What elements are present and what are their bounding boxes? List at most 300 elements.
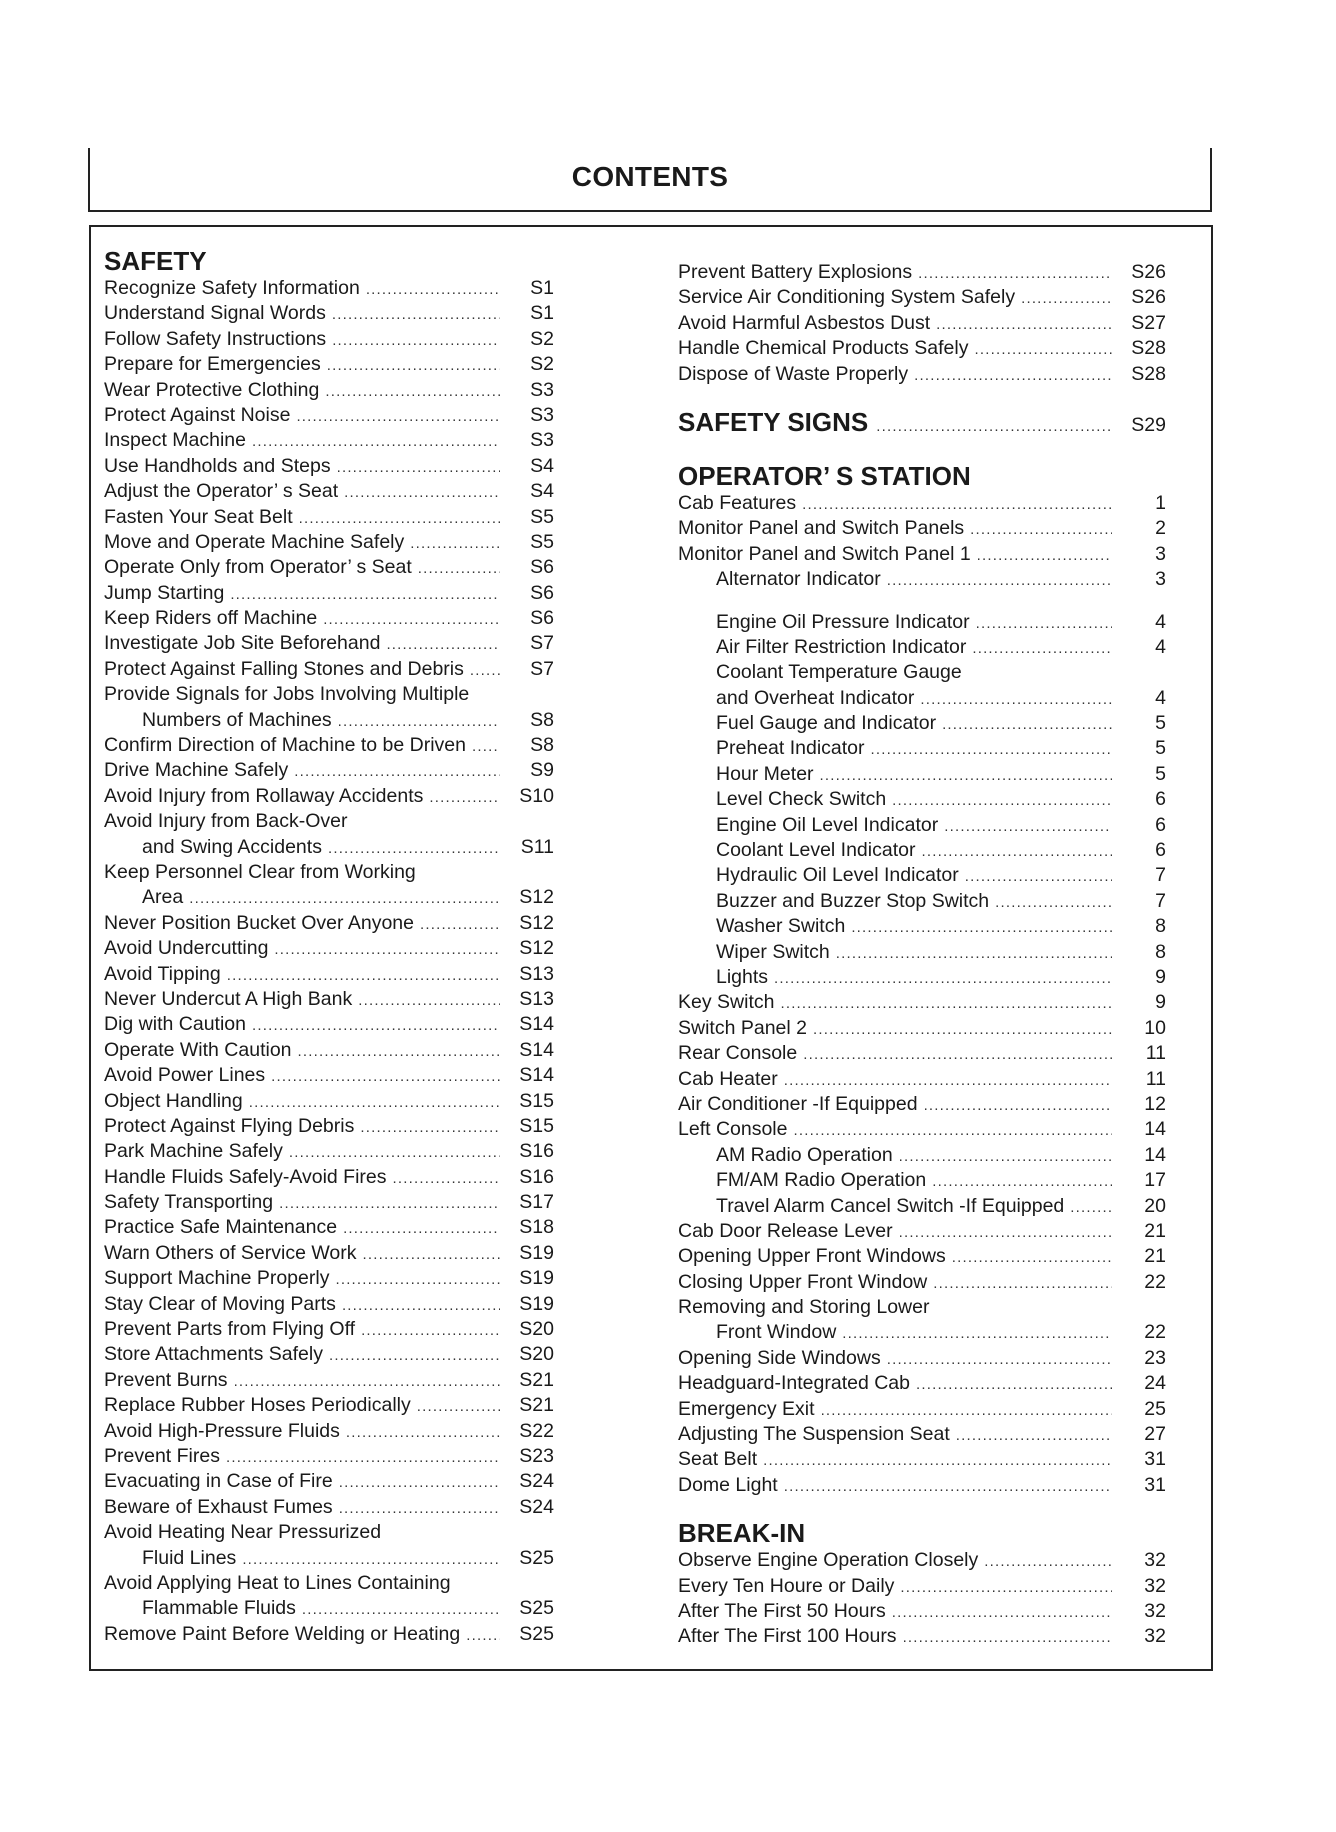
toc-entry-label: Avoid Tipping	[104, 962, 221, 985]
toc-entry[interactable]	[678, 1548, 1166, 1573]
dot-leader	[344, 480, 500, 505]
toc-page-number: S12	[519, 886, 554, 909]
toc-entry-label: Preheat Indicator	[716, 737, 865, 760]
toc-entry[interactable]	[104, 1546, 554, 1571]
dot-leader	[410, 531, 500, 556]
toc-entry[interactable]	[678, 914, 1166, 939]
toc-page-number: 32	[1144, 1625, 1166, 1648]
dot-leader	[774, 966, 1112, 991]
dot-leader	[386, 632, 500, 657]
toc-entry-label: Wiper Switch	[716, 940, 830, 963]
dot-leader	[871, 737, 1112, 762]
toc-page-number: S6	[530, 556, 554, 579]
dot-leader	[924, 1093, 1112, 1118]
dot-leader	[294, 759, 500, 784]
toc-entry[interactable]	[104, 708, 554, 733]
toc-entry[interactable]	[678, 762, 1166, 787]
toc-page-number: 32	[1144, 1599, 1166, 1622]
dot-leader	[329, 1343, 500, 1368]
toc-entry[interactable]	[104, 1317, 554, 1342]
toc-entry-label: Prepare for Emergencies	[104, 353, 321, 376]
toc-page-number: S24	[519, 1470, 554, 1493]
toc-entry[interactable]	[678, 285, 1166, 310]
toc-entry[interactable]	[678, 1397, 1166, 1422]
toc-entry[interactable]	[104, 682, 554, 707]
toc-entry-label: Cab Door Release Lever	[678, 1219, 893, 1242]
toc-entry-label: Dig with Caution	[104, 1013, 246, 1036]
toc-right-column	[678, 260, 1166, 1650]
dot-leader	[956, 1423, 1112, 1448]
toc-entry-label: Monitor Panel and Switch Panels	[678, 517, 965, 540]
dot-leader	[249, 1090, 500, 1115]
toc-entry[interactable]	[104, 1063, 554, 1088]
toc-entry[interactable]	[104, 1114, 554, 1139]
toc-entry[interactable]	[104, 1596, 554, 1621]
toc-entry[interactable]	[104, 555, 554, 580]
toc-entry[interactable]	[104, 1165, 554, 1190]
toc-entry-label: Engine Oil Level Indicator	[716, 813, 939, 836]
dot-leader	[995, 890, 1112, 915]
toc-entry[interactable]	[678, 1016, 1166, 1041]
dot-leader	[337, 455, 500, 480]
dot-leader	[932, 1169, 1112, 1194]
toc-entry[interactable]	[678, 362, 1166, 387]
toc-entry[interactable]	[104, 1038, 554, 1063]
toc-page-number: 14	[1144, 1143, 1166, 1166]
dot-leader	[327, 353, 500, 378]
toc-page-number: S25	[519, 1597, 554, 1620]
toc-page-number: S3	[530, 403, 554, 426]
toc-entry-label: Opening Upper Front Windows	[678, 1245, 946, 1268]
dot-leader	[942, 712, 1112, 737]
toc-entry-label: Inspect Machine	[104, 429, 246, 452]
dot-leader	[903, 1625, 1112, 1650]
toc-entry-label: Stay Clear of Moving Parts	[104, 1292, 336, 1315]
toc-page-number: S14	[519, 1064, 554, 1087]
toc-entry[interactable]	[678, 542, 1166, 567]
toc-left-column	[104, 246, 554, 1647]
toc-entry[interactable]	[104, 505, 554, 530]
toc-entry-label: Handle Chemical Products Safely	[678, 337, 969, 360]
toc-entry[interactable]	[678, 260, 1166, 285]
toc-page-number: S16	[519, 1140, 554, 1163]
dot-leader	[944, 814, 1112, 839]
toc-page-number: 7	[1155, 889, 1166, 912]
toc-entry[interactable]	[104, 454, 554, 479]
dot-leader	[466, 1623, 500, 1648]
toc-page-number: 6	[1155, 788, 1166, 811]
dot-leader	[970, 517, 1112, 542]
toc-entry-label: Rear Console	[678, 1042, 798, 1065]
toc-entry[interactable]	[104, 1089, 554, 1114]
toc-entry[interactable]	[678, 940, 1166, 965]
toc-entry-label: Air Filter Restriction Indicator	[716, 635, 967, 658]
toc-page-number: S3	[530, 429, 554, 452]
dot-leader	[252, 1013, 500, 1038]
toc-entry[interactable]	[104, 1012, 554, 1037]
toc-entry[interactable]	[104, 403, 554, 428]
toc-page-number: S14	[519, 1013, 554, 1036]
toc-entry[interactable]	[678, 516, 1166, 541]
toc-page-number: S20	[519, 1343, 554, 1366]
toc-entry-label: Object Handling	[104, 1089, 243, 1112]
toc-entry[interactable]	[104, 936, 554, 961]
toc-page-number: S28	[1131, 337, 1166, 360]
toc-page-number: 4	[1155, 686, 1166, 709]
toc-entry[interactable]	[678, 1295, 1166, 1320]
toc-page-number: S3	[530, 378, 554, 401]
dot-leader	[984, 1549, 1112, 1574]
toc-entry[interactable]	[678, 1270, 1166, 1295]
toc-entry[interactable]	[678, 1422, 1166, 1447]
dot-leader	[302, 1597, 500, 1622]
toc-entry[interactable]	[678, 336, 1166, 361]
dot-leader	[360, 1115, 500, 1140]
toc-entry[interactable]	[104, 1292, 554, 1317]
dot-leader	[802, 492, 1112, 517]
toc-entry[interactable]	[104, 1139, 554, 1164]
toc-entry[interactable]	[104, 1368, 554, 1393]
toc-entry[interactable]	[104, 860, 554, 885]
toc-entry-label: Closing Upper Front Window	[678, 1270, 928, 1293]
toc-page-number: S26	[1131, 286, 1166, 309]
toc-entry[interactable]	[678, 1244, 1166, 1269]
toc-entry-label: Support Machine Properly	[104, 1267, 330, 1290]
toc-entry-label: Park Machine Safely	[104, 1140, 283, 1163]
break-in-heading: BREAK-IN	[678, 1518, 806, 1549]
toc-entry-label: Avoid Injury from Back-Over	[104, 810, 348, 833]
toc-entry[interactable]	[104, 1190, 554, 1215]
toc-page-number: 1	[1155, 491, 1166, 514]
toc-entry[interactable]	[678, 1219, 1166, 1244]
toc-entry-label: Fluid Lines	[142, 1546, 237, 1569]
toc-entry[interactable]	[104, 1495, 554, 1520]
toc-entry-label: Cab Features	[678, 491, 797, 514]
dot-leader	[892, 1600, 1112, 1625]
toc-entry[interactable]	[678, 889, 1166, 914]
toc-page-number: 9	[1155, 991, 1166, 1014]
toc-entry[interactable]	[678, 813, 1166, 838]
toc-page-number: S15	[519, 1089, 554, 1112]
dot-leader	[362, 1242, 500, 1267]
toc-entry-label: Cab Heater	[678, 1067, 778, 1090]
dot-leader	[972, 636, 1112, 661]
toc-page-number: 22	[1144, 1270, 1166, 1293]
toc-entry-label: Headguard-Integrated Cab	[678, 1372, 910, 1395]
toc-entry[interactable]	[678, 1599, 1166, 1624]
toc-entry[interactable]	[104, 276, 554, 301]
toc-entry[interactable]	[678, 990, 1166, 1015]
toc-entry-label: Avoid Power Lines	[104, 1064, 266, 1087]
dot-leader	[226, 1445, 500, 1470]
toc-entry[interactable]	[678, 1194, 1166, 1219]
toc-entry-label: Practice Safe Maintenance	[104, 1216, 338, 1239]
toc-page-number: 27	[1144, 1423, 1166, 1446]
toc-entry[interactable]	[678, 1168, 1166, 1193]
toc-entry[interactable]	[678, 711, 1166, 736]
toc-page-number: S2	[530, 353, 554, 376]
toc-page-number: S12	[519, 911, 554, 934]
dot-leader	[1021, 286, 1112, 311]
toc-entry[interactable]	[104, 1241, 554, 1266]
dot-leader	[325, 379, 500, 404]
toc-page-number: 32	[1144, 1549, 1166, 1572]
toc-page-number: S29	[1131, 413, 1166, 436]
toc-entry[interactable]	[104, 987, 554, 1012]
toc-entry-label: Prevent Parts from Flying Off	[104, 1318, 356, 1341]
toc-entry-label: Coolant Level Indicator	[716, 839, 916, 862]
dot-leader	[936, 312, 1112, 337]
toc-entry[interactable]	[678, 1624, 1166, 1649]
contents-title-box	[88, 148, 1212, 212]
toc-entry[interactable]	[104, 378, 554, 403]
dot-leader	[784, 1474, 1112, 1499]
toc-page-number: S7	[530, 657, 554, 680]
dot-leader	[332, 328, 500, 353]
toc-entry[interactable]	[678, 736, 1166, 761]
toc-entry-label: Opening Side Windows	[678, 1346, 881, 1369]
toc-entry-label: Keep Personnel Clear from Working	[104, 860, 416, 883]
toc-entry[interactable]	[104, 428, 554, 453]
toc-page-number: 11	[1145, 1042, 1166, 1065]
toc-page-number: S5	[530, 530, 554, 553]
toc-entry[interactable]	[678, 660, 1166, 685]
toc-entry[interactable]	[104, 581, 554, 606]
toc-entry-label: Seat Belt	[678, 1448, 758, 1471]
toc-entry-label: Removing and Storing Lower	[678, 1296, 930, 1319]
dot-leader	[784, 1068, 1112, 1093]
toc-page-number: S6	[530, 581, 554, 604]
toc-page-number: S6	[530, 607, 554, 630]
toc-page-number: S25	[519, 1546, 554, 1569]
toc-entry[interactable]	[104, 606, 554, 631]
toc-page-number: S18	[519, 1216, 554, 1239]
toc-entry[interactable]	[678, 1320, 1166, 1345]
toc-entry-label: Coolant Temperature Gauge	[716, 661, 962, 684]
toc-page-number: 7	[1155, 864, 1166, 887]
dot-leader	[271, 1064, 500, 1089]
toc-entry[interactable]	[104, 1469, 554, 1494]
toc-page-number: S12	[519, 937, 554, 960]
toc-entry-label: FM/AM Radio Operation	[716, 1169, 927, 1192]
toc-entry-label: Understand Signal Words	[104, 302, 326, 325]
toc-entry-label: Left Console	[678, 1118, 788, 1141]
dot-leader	[952, 1245, 1112, 1270]
toc-entry[interactable]	[104, 327, 554, 352]
toc-entry[interactable]	[104, 1419, 554, 1444]
dot-leader	[289, 1140, 500, 1165]
toc-entry-label: Fasten Your Seat Belt	[104, 505, 293, 528]
dot-leader	[892, 788, 1112, 813]
dot-leader	[366, 277, 500, 302]
toc-entry[interactable]	[104, 1215, 554, 1240]
toc-page-number: S19	[519, 1241, 554, 1264]
dot-leader	[780, 991, 1112, 1016]
toc-entry[interactable]	[104, 530, 554, 555]
toc-entry-label: Flammable Fluids	[142, 1597, 296, 1620]
toc-entry[interactable]	[104, 911, 554, 936]
dot-leader	[342, 1293, 500, 1318]
toc-entry-label: Adjust the Operator’ s Seat	[104, 480, 339, 503]
toc-entry-label: Buzzer and Buzzer Stop Switch	[716, 889, 990, 912]
toc-entry[interactable]	[104, 352, 554, 377]
toc-entry-label: Switch Panel 2	[678, 1016, 807, 1039]
dot-leader	[921, 839, 1112, 864]
toc-entry-safety-signs[interactable]	[678, 407, 1166, 441]
dot-leader	[974, 337, 1112, 362]
toc-entry[interactable]	[678, 1473, 1166, 1498]
toc-entry-label: and Swing Accidents	[142, 835, 322, 858]
toc-page-number: 22	[1144, 1321, 1166, 1344]
toc-page-number: 31	[1144, 1448, 1166, 1471]
toc-entry-label: Service Air Conditioning System Safely	[678, 286, 1016, 309]
toc-entry-label: Move and Operate Machine Safely	[104, 530, 405, 553]
toc-entry[interactable]	[104, 1393, 554, 1418]
dot-leader	[1070, 1195, 1112, 1220]
toc-entry-label: Avoid High-Pressure Fluids	[104, 1419, 340, 1442]
toc-entry[interactable]	[104, 962, 554, 987]
toc-page-number: S1	[530, 277, 554, 299]
toc-entry[interactable]	[678, 1092, 1166, 1117]
dot-leader	[914, 363, 1112, 388]
toc-entry-label: Observe Engine Operation Closely	[678, 1549, 979, 1572]
toc-page-number: S25	[519, 1622, 554, 1645]
dot-leader	[361, 1318, 500, 1343]
toc-page-number: 12	[1144, 1092, 1166, 1115]
dot-leader	[227, 963, 500, 988]
toc-entry[interactable]	[104, 758, 554, 783]
dot-leader	[965, 864, 1112, 889]
toc-entry[interactable]	[678, 838, 1166, 863]
toc-page-number: S11	[520, 835, 554, 858]
toc-entry[interactable]	[678, 787, 1166, 812]
toc-entry-label: Safety Transporting	[104, 1191, 274, 1214]
toc-page-number: S5	[530, 505, 554, 528]
toc-entry[interactable]	[104, 885, 554, 910]
dot-leader	[916, 1372, 1112, 1397]
toc-entry[interactable]	[104, 733, 554, 758]
toc-entry[interactable]	[678, 686, 1166, 711]
toc-entry[interactable]	[104, 301, 554, 326]
toc-entry[interactable]	[678, 1371, 1166, 1396]
toc-page-number: 8	[1155, 915, 1166, 938]
safety-list	[104, 276, 554, 1647]
toc-entry[interactable]	[678, 635, 1166, 660]
toc-page-number: 24	[1144, 1372, 1166, 1395]
toc-entry-label: AM Radio Operation	[716, 1143, 893, 1166]
toc-entry[interactable]	[678, 567, 1166, 592]
toc-page-number: S21	[519, 1394, 554, 1417]
toc-entry-label: Follow Safety Instructions	[104, 327, 327, 350]
dot-leader	[323, 607, 500, 632]
dot-leader	[976, 611, 1112, 636]
toc-entry[interactable]	[678, 1447, 1166, 1472]
toc-page-number: S4	[530, 454, 554, 477]
dot-leader	[358, 988, 500, 1013]
toc-entry-label: Investigate Job Site Beforehand	[104, 632, 381, 655]
toc-entry[interactable]	[104, 809, 554, 834]
toc-page-number: S13	[519, 962, 554, 985]
toc-entry-label: Drive Machine Safely	[104, 759, 289, 782]
operators-station-list	[678, 491, 1166, 1498]
dot-leader	[813, 1017, 1112, 1042]
toc-entry-label: Avoid Applying Heat to Lines Containing	[104, 1571, 451, 1594]
toc-entry[interactable]	[678, 610, 1166, 635]
toc-page-number: S28	[1131, 362, 1166, 385]
toc-entry[interactable]	[678, 1041, 1166, 1066]
toc-entry-label: Operate Only from Operator’ s Seat	[104, 556, 412, 579]
toc-entry-label: Remove Paint Before Welding or Heating	[104, 1622, 461, 1645]
dot-leader	[418, 556, 500, 581]
toc-entry-label: After The First 100 Hours	[678, 1625, 897, 1648]
dot-leader	[242, 1547, 500, 1572]
toc-entry[interactable]	[678, 965, 1166, 990]
toc-entry[interactable]	[678, 1143, 1166, 1168]
toc-entry-label: Store Attachments Safely	[104, 1343, 323, 1366]
toc-entry[interactable]	[104, 1444, 554, 1469]
toc-entry[interactable]	[104, 1622, 554, 1647]
dot-leader	[189, 886, 500, 911]
toc-page-number: 6	[1155, 813, 1166, 836]
toc-entry-label: Hour Meter	[716, 762, 814, 785]
toc-page-number: S7	[530, 632, 554, 655]
toc-page-number: S22	[519, 1419, 554, 1442]
toc-page-number: 4	[1155, 635, 1166, 658]
dot-leader	[417, 1394, 500, 1419]
toc-entry[interactable]	[104, 657, 554, 682]
toc-entry-label: Operate With Caution	[104, 1038, 292, 1061]
toc-entry[interactable]	[104, 784, 554, 809]
toc-entry[interactable]	[678, 1117, 1166, 1142]
dot-leader	[343, 1216, 500, 1241]
toc-entry[interactable]	[678, 1067, 1166, 1092]
toc-entry[interactable]	[104, 631, 554, 656]
toc-entry[interactable]	[678, 491, 1166, 516]
toc-entry-label: Prevent Fires	[104, 1444, 220, 1467]
toc-page-number: S20	[519, 1318, 554, 1341]
toc-entry[interactable]	[678, 863, 1166, 888]
toc-entry-label: Beware of Exhaust Fumes	[104, 1495, 333, 1518]
toc-entry[interactable]	[104, 835, 554, 860]
toc-entry-label: Prevent Battery Explosions	[678, 261, 913, 283]
toc-entry[interactable]	[678, 311, 1166, 336]
toc-entry[interactable]	[104, 479, 554, 504]
toc-entry-label: Avoid Heating Near Pressurized	[104, 1521, 382, 1544]
toc-entry[interactable]	[104, 1266, 554, 1291]
toc-entry-label: Recognize Safety Information	[104, 277, 360, 299]
toc-entry[interactable]	[678, 1574, 1166, 1599]
dot-leader	[899, 1144, 1112, 1169]
toc-entry[interactable]	[104, 1520, 554, 1545]
toc-page-number: 3	[1155, 568, 1166, 591]
toc-page-number: 23	[1144, 1346, 1166, 1369]
toc-page-number: S15	[519, 1114, 554, 1137]
dot-leader	[920, 687, 1112, 712]
safety-signs-heading: SAFETY SIGNS	[678, 406, 869, 437]
toc-entry-label: Washer Switch	[716, 915, 846, 938]
dot-leader	[851, 915, 1112, 940]
toc-entry[interactable]	[104, 1342, 554, 1367]
safety-continued-list	[678, 260, 1166, 387]
toc-entry[interactable]	[678, 1346, 1166, 1371]
dot-leader	[274, 937, 500, 962]
toc-entry[interactable]	[104, 1571, 554, 1596]
dot-leader	[429, 785, 500, 810]
dot-leader	[346, 1420, 500, 1445]
toc-entry-label: Dome Light	[678, 1473, 778, 1496]
toc-entry-label: Avoid Injury from Rollaway Accidents	[104, 784, 424, 807]
toc-page-number: S2	[530, 327, 554, 350]
